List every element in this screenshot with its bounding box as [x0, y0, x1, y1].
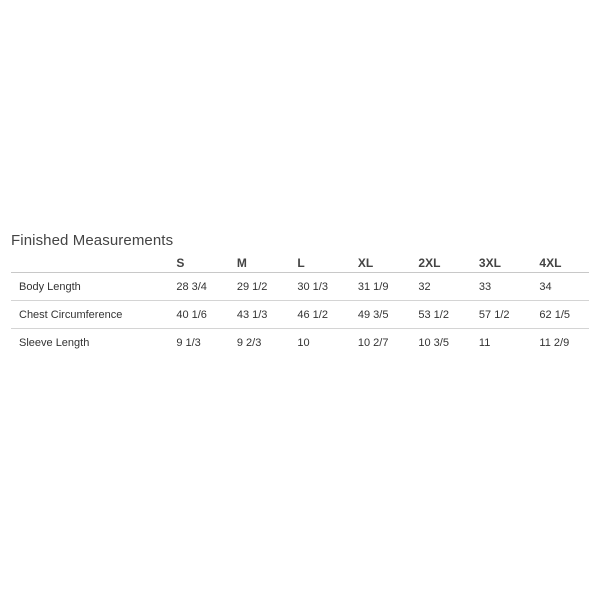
table-cell: 62 1/5 [528, 301, 589, 329]
table-cell: 46 1/2 [286, 301, 347, 329]
table-cell: 29 1/2 [226, 273, 287, 301]
table-cell: 9 1/3 [176, 336, 201, 349]
header-row [11, 254, 589, 273]
row-label-chest-circumference: Chest Circumference [11, 301, 165, 329]
table-cell: 30 1/3 [286, 273, 347, 301]
table-cell: 53 1/2 [407, 301, 468, 329]
table-cell: 11 2/9 [539, 336, 570, 349]
table-row [11, 273, 589, 301]
table-cell: 33 [468, 273, 529, 301]
table-cell: 10 2/7 [357, 336, 389, 349]
table-cell: 40 1/6 [165, 301, 226, 329]
size-header-l: L [286, 254, 347, 273]
size-header-2xl: 2XL [407, 254, 468, 273]
table-cell: 49 3/5 [347, 301, 408, 329]
row-label-sleeve-length: Sleeve Length [19, 336, 90, 349]
table-cell: 57 1/2 [468, 301, 529, 329]
table-cell: 28 3/4 [165, 273, 226, 301]
table-cell: 9 2/3 [236, 336, 262, 349]
table-cell: 10 [297, 336, 310, 349]
size-header-m: M [226, 254, 287, 273]
table-cell: 34 [528, 273, 589, 301]
table-title: Finished Measurements [11, 232, 174, 249]
row-label-header [11, 254, 165, 273]
size-header-s: S [165, 254, 226, 273]
table-cell: 10 3/5 [418, 336, 449, 349]
table-cell: 32 [407, 273, 468, 301]
table-cell: 43 1/3 [226, 301, 287, 329]
table-row [11, 329, 589, 357]
table-row [11, 301, 589, 329]
size-header-3xl: 3XL [468, 254, 529, 273]
table-cell: 31 1/9 [347, 273, 408, 301]
size-header-xl: XL [347, 254, 408, 273]
measurements-table [11, 254, 589, 356]
size-header-4xl: 4XL [528, 254, 589, 273]
row-label-body-length: Body Length [11, 273, 165, 301]
table-cell: 11 [478, 336, 491, 349]
